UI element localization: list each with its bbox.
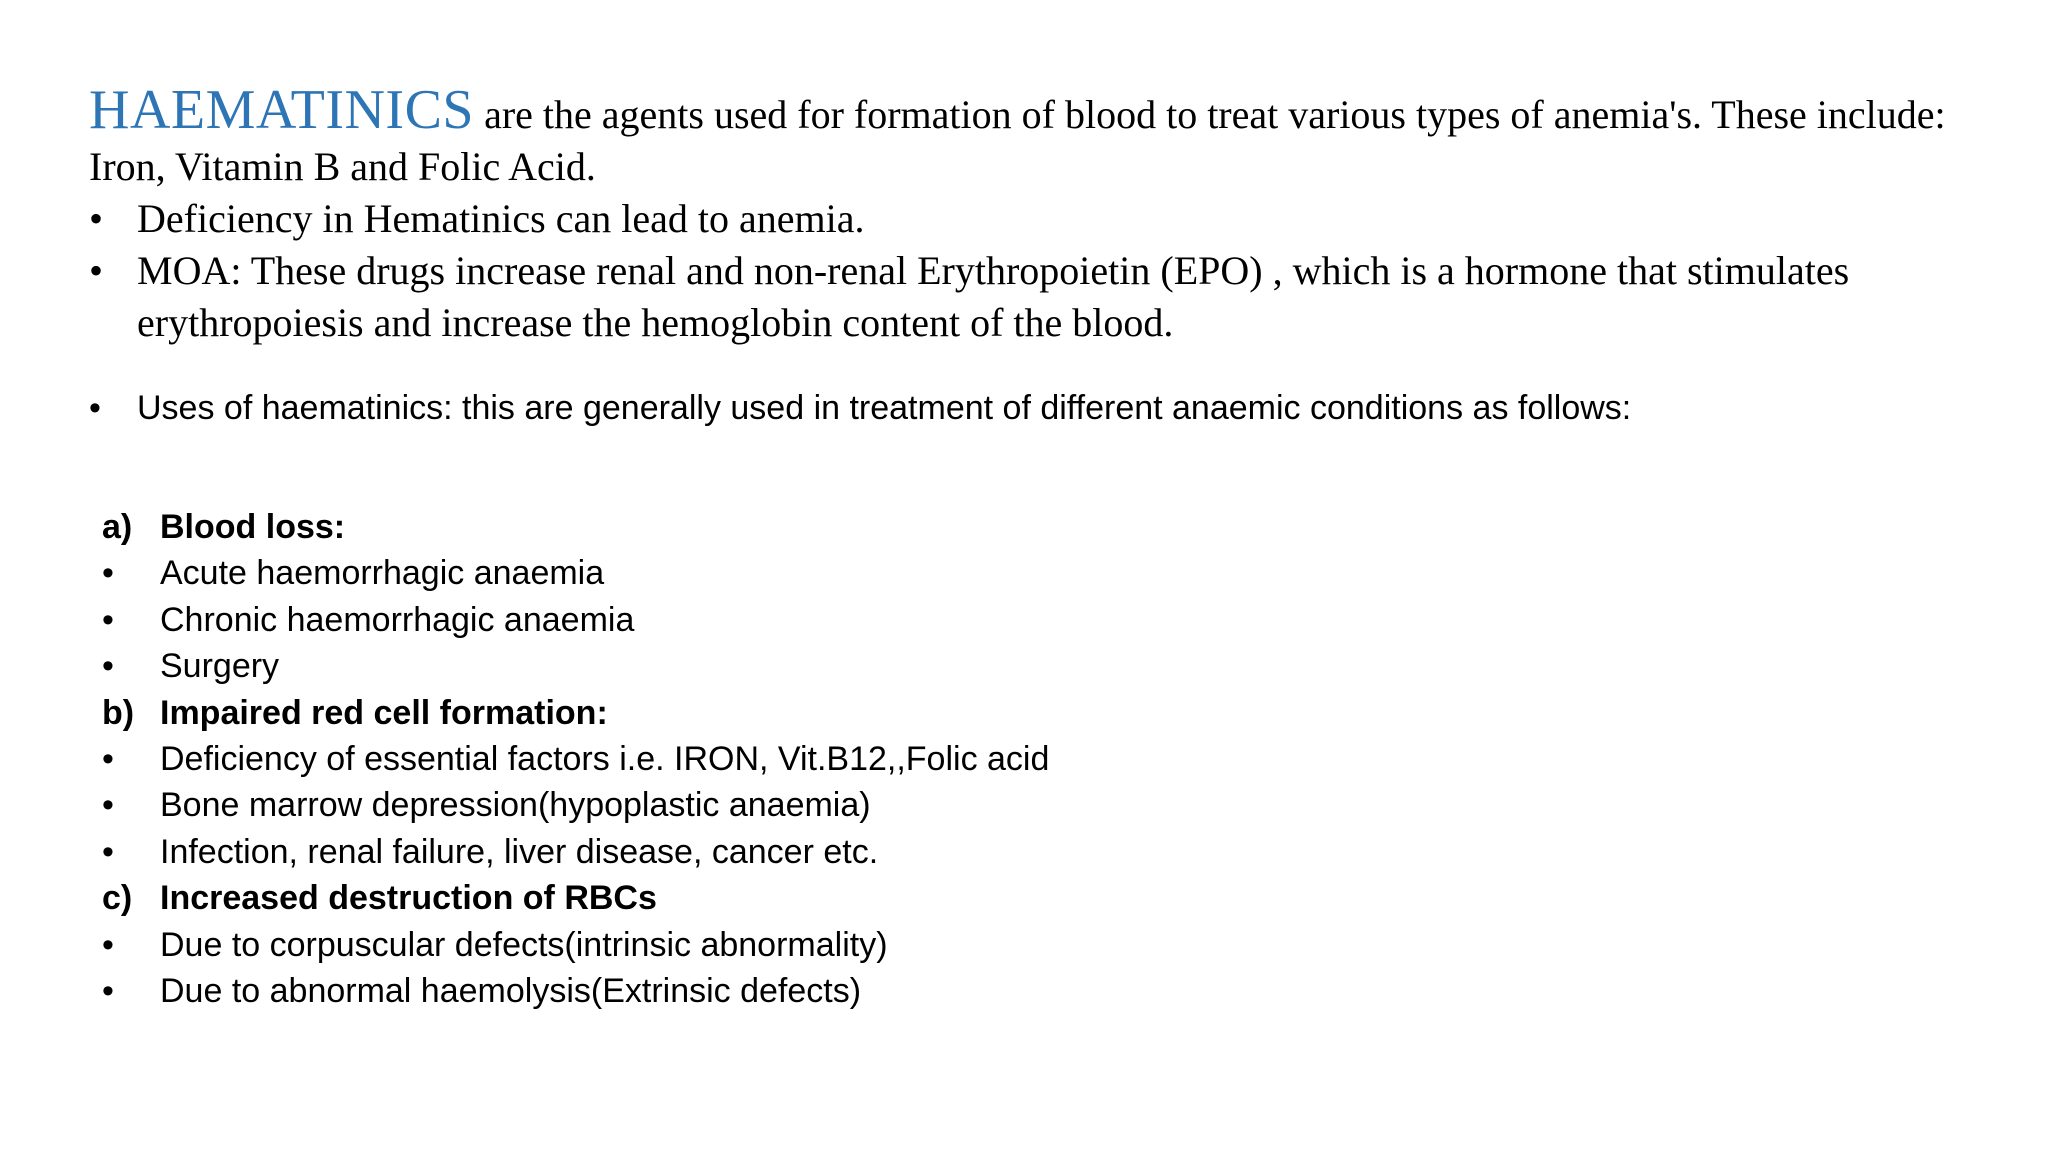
list-item-text: Chronic haemorrhagic anaemia — [160, 600, 635, 639]
bullet-icon: • — [102, 925, 114, 964]
list-item-text: Deficiency of essential factors i.e. IRON, Vit.B12,,Folic acid — [160, 739, 1050, 778]
group-heading-row — [102, 504, 1502, 550]
group-heading-row — [102, 875, 1502, 921]
bullet-icon: • — [89, 248, 104, 293]
intro-bullet-text: MOA: These drugs increase renal and non-renal Erythropoietin (EPO) , which is a hormone that stimulates erythropoiesis and increase the hemoglobin content of the blood. — [137, 248, 1850, 345]
bullet-icon: • — [102, 647, 114, 686]
bullet-icon: • — [102, 554, 114, 593]
list-item — [102, 643, 1502, 689]
intro-bullet-text: Deficiency in Hematinics can lead to anemia. — [137, 196, 865, 241]
uses-text: Uses of haematinics: this are generally used in treatment of different anaemic conditions as follows: — [137, 389, 1632, 427]
group-title: Increased destruction of RBCs — [160, 879, 657, 918]
bullet-icon: • — [102, 600, 114, 639]
group-marker: c) — [102, 879, 133, 918]
list-item — [102, 597, 1502, 643]
bullet-icon: • — [102, 832, 114, 871]
intro-paragraph — [89, 79, 2009, 193]
list-item-text: Infection, renal failure, liver disease, cancer etc. — [160, 832, 879, 871]
slide-heading: HAEMATINICS — [89, 79, 475, 141]
list-item-text: Surgery — [160, 647, 280, 686]
list-item-text: Acute haemorrhagic anaemia — [160, 554, 605, 593]
bullet-icon: • — [102, 739, 114, 778]
anaemia-causes-list — [102, 504, 1502, 1014]
bullet-icon: • — [89, 196, 104, 241]
list-item-text: Due to abnormal haemolysis(Extrinsic defects) — [160, 971, 862, 1010]
list-item — [102, 782, 1502, 828]
bullet-icon: • — [89, 389, 101, 427]
intro-block — [89, 79, 2009, 349]
intro-bullet-list — [89, 193, 2009, 349]
intro-bullet-item — [89, 245, 2009, 349]
list-item — [102, 968, 1502, 1014]
bullet-icon: • — [102, 786, 114, 825]
group-heading-row — [102, 690, 1502, 736]
uses-bullet — [89, 384, 1989, 432]
list-item — [102, 922, 1502, 968]
list-item — [102, 550, 1502, 596]
list-item — [102, 829, 1502, 875]
list-item — [102, 736, 1502, 782]
list-item-text: Due to corpuscular defects(intrinsic abnormality) — [160, 925, 888, 964]
group-title: Impaired red cell formation: — [160, 693, 608, 732]
bullet-icon: • — [102, 971, 114, 1010]
list-item-text: Bone marrow depression(hypoplastic anaemia) — [160, 786, 871, 825]
group-marker: b) — [102, 693, 135, 732]
group-title: Blood loss: — [160, 508, 346, 546]
intro-bullet-item — [89, 193, 2009, 245]
group-marker: a) — [102, 508, 133, 546]
intro-definition: are the agents used for formation of blood to treat various types of anemia's. These include: Iron, Vitamin B and Folic Acid. — [89, 92, 1946, 189]
